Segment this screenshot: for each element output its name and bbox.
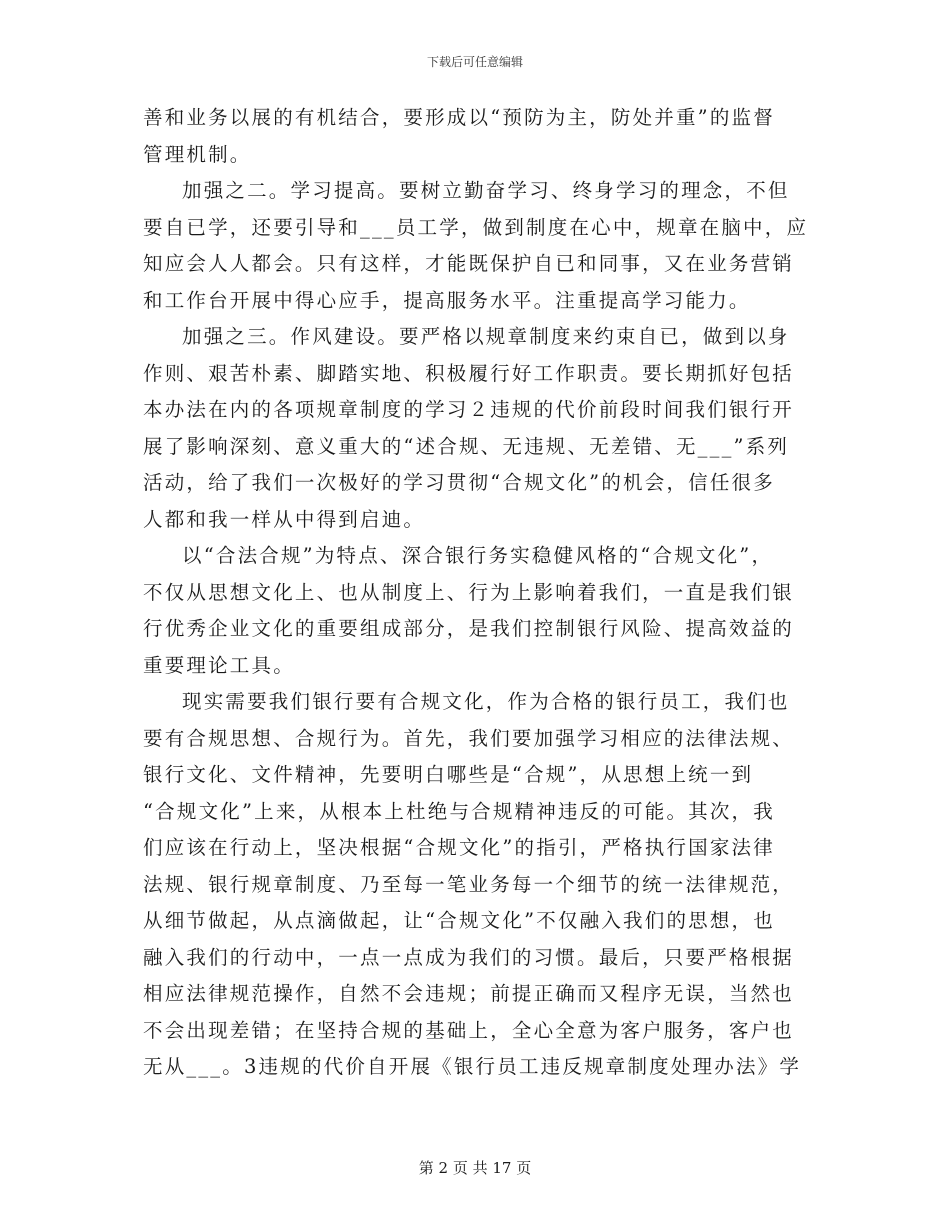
page-number: 第 2 页 共 17 页 [418, 1159, 532, 1177]
text-line: 人都和我一样从中得到启迪。 [143, 507, 426, 531]
text-line: 本办法在内的各项规章制度的学习２违规的代价前段时间我们银行开 [143, 398, 795, 421]
text-line: 银行文化、文件精神，先要明白哪些是“合规”，从思想上统一到 [143, 763, 754, 786]
text-line: 知应会人人都会。只有这样，才能既保护自已和同事，又在业务营销 [143, 252, 795, 275]
text-line: 重要理论工具。 [143, 653, 295, 677]
text-line: 行优秀企业文化的重要组成部分，是我们控制银行风险、提高效益的 [143, 617, 795, 640]
text-line: 法规、银行规章制度、乃至每一笔业务每一个细节的统一法律规范， [143, 872, 795, 896]
text-line: 管理机制。 [143, 142, 252, 166]
text-line: 要有合规思想、合规行为。首先，我们要加强学习相应的法律法规、 [143, 726, 795, 750]
text-line: 不仅从思想文化上、也从制度上、行为上影响着我们，一直是我们银 [143, 580, 795, 604]
text-line: 从细节做起，从点滴做起，让“合规文化”不仅融入我们的思想，也 [143, 909, 775, 932]
text-line: 融入我们的行动中，一点一点成为我们的习惯。最后，只要严格根据 [143, 945, 795, 969]
page-header-note: 下载后可任意编辑 [426, 55, 523, 69]
text-line: 活动，给了我们一次极好的学习贯彻“合规文化”的机会，信任很多 [143, 471, 775, 494]
document-body [143, 100, 807, 1086]
text-line: 以“合法合规”为特点、深合银行务实稳健风格的“合规文化”， [182, 544, 774, 567]
text-line: 无从___。3违规的代价自开展《银行员工违反规章制度处理办法》学 [143, 1055, 802, 1078]
text-line: 现实需要我们银行要有合规文化，作为合格的银行员工，我们也 [182, 690, 790, 713]
text-line: 善和业务以展的有机结合，要形成以“预防为主，防处并重”的监督 [143, 106, 775, 129]
text-line: 要自已学，还要引导和___员工学，做到制度在心中，规章在脑中，应 [143, 215, 809, 239]
text-line: 加强之二。学习提高。要树立勤奋学习、终身学习的理念，不但 [182, 179, 790, 202]
text-line: 加强之三。作风建设。要严格以规章制度来约束自已，做到以身 [182, 325, 790, 348]
text-line: 和工作台开展中得心应手，提高服务水平。注重提高学习能力。 [143, 288, 751, 312]
text-line: 们应该在行动上，坚决根据“合规文化”的指引，严格执行国家法律 [143, 836, 775, 859]
text-line: 不会出现差错；在坚持合规的基础上，全心全意为客户服务，客户也 [143, 1018, 795, 1042]
text-line: 相应法律规范操作，自然不会违规；前提正确而又程序无误，当然也 [143, 982, 795, 1005]
text-line: “合规文化”上来，从根本上杜绝与合规精神违反的可能。其次，我 [143, 799, 775, 823]
text-line: 作则、艰苦朴素、脚踏实地、积极履行好工作职责。要长期抓好包括 [143, 361, 795, 385]
text-line: 展了影响深刻、意义重大的“述合规、无违规、无差错、无___”系列 [143, 434, 790, 458]
